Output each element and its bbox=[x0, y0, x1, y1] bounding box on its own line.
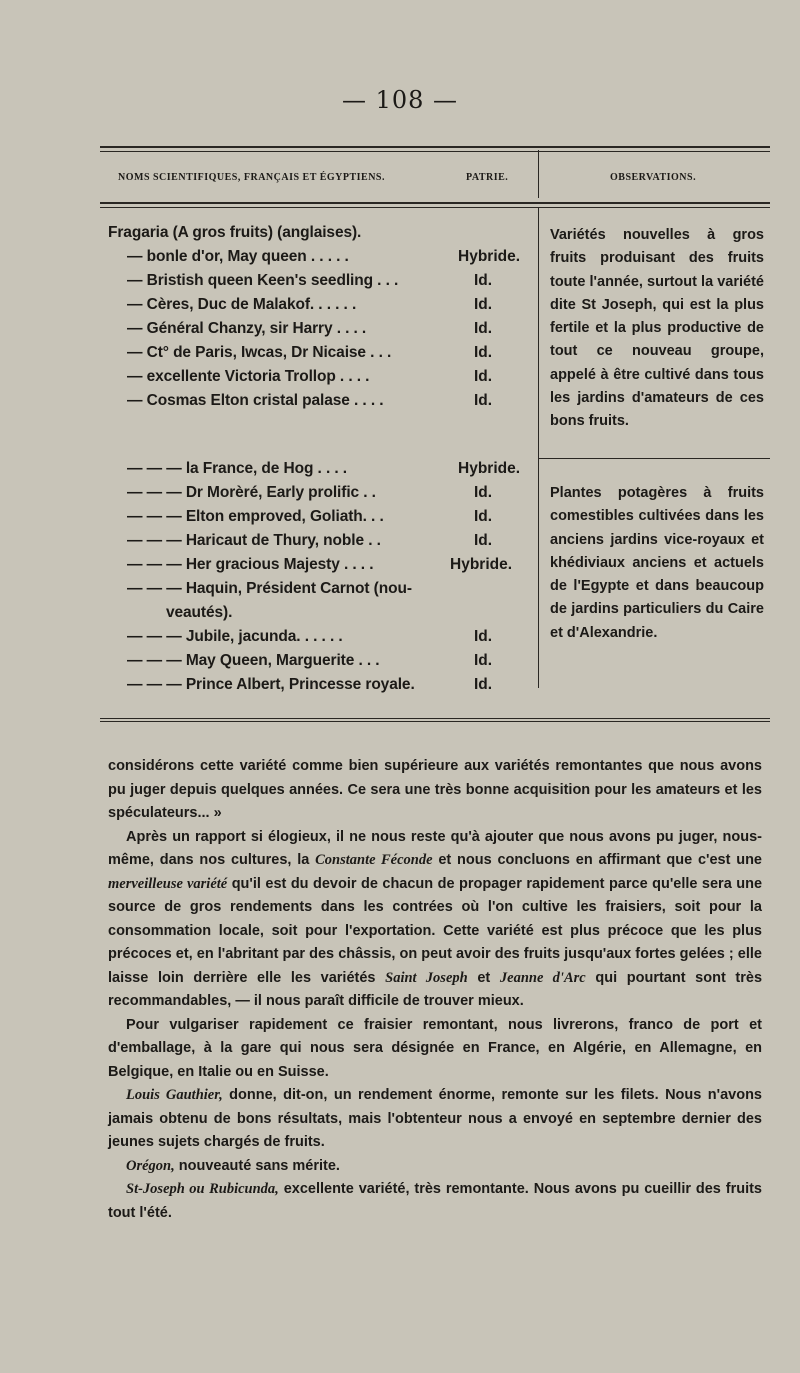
table-row-name: — — — Jubile, jacunda. . . . . . bbox=[127, 628, 343, 645]
table-row-name: — — — la France, de Hog . . . . bbox=[127, 460, 347, 477]
paragraph: considérons cette variété comme bien supérieure aux variétés remontantes que nous avons pu juger depuis quelques années. Ce sera une très bonne acquisition pour les amateurs et les spéculateurs... » bbox=[108, 758, 762, 821]
table-row-origin: Id. bbox=[474, 652, 493, 669]
table-row-name: — — — Her gracious Majesty . . . . bbox=[127, 556, 374, 573]
paragraph: Orégon, nouveauté sans mérite. bbox=[126, 1157, 340, 1174]
table-row-name: — — — Prince Albert, Princesse royale. bbox=[127, 676, 415, 693]
table-row-name: — — — Haricaut de Thury, noble . . bbox=[127, 532, 381, 549]
table-row-name: — Ct° de Paris, Iwcas, Dr Nicaise . . . bbox=[127, 344, 392, 361]
table-row-origin: Id. bbox=[474, 532, 493, 549]
table-row-name: — — — Haquin, Président Carnot (nou- bbox=[127, 580, 412, 597]
table-row-origin: Hybride. bbox=[458, 248, 521, 265]
header-bottom-rule bbox=[100, 202, 770, 204]
column-divider bbox=[538, 150, 539, 198]
header-names: NOMS SCIENTIFIQUES, FRANÇAIS ET ÉGYPTIENS. bbox=[118, 172, 385, 183]
table-row-name: — Bristish queen Keen's seedling . . . bbox=[127, 272, 399, 289]
header-observations: OBSERVATIONS. bbox=[610, 172, 697, 183]
table-row-origin: Hybride. bbox=[450, 556, 513, 573]
observation-cell: Variétés nouvelles à gros fruits produisant des fruits toute l'année, surtout la variété dite St Joseph, qui est la plus fertile et la plus productive de tout ce nouveau groupe, appelé à être cultivé dans tous les jardins d'amateurs de ces bons fruits. bbox=[550, 227, 764, 430]
table-row-name: veautés). bbox=[166, 604, 233, 621]
table-row-origin: Id. bbox=[474, 392, 493, 409]
table-row-name: — Général Chanzy, sir Harry . . . . bbox=[127, 320, 367, 337]
table-bottom-rule-thin bbox=[100, 721, 770, 722]
table-row-origin: Id. bbox=[474, 676, 493, 693]
observation-separator bbox=[538, 458, 770, 459]
table-top-rule bbox=[100, 146, 770, 148]
table-row-origin: Id. bbox=[474, 508, 493, 525]
paragraph: Après un rapport si élogieux, il ne nous reste qu'à ajouter que nous avons pu juger, nous-même, dans nos cultures, la Constante Féconde et nous concluons en affirmant que c'est une merveilleuse variété qu'il est du devoir de chacun de propager rapidement parce qu'elle sera une source de gros rendements dans les contrées où l'on cultive les fraisiers, soit pour la consommation locale, soit pour l'exportation. Cette variété est plus précoce que les plus précoces et, en l'abritant par des châssis, on peut avoir des fruits jusqu'aux fortes gelées ; elle laisse loin derrière elle les variétés Saint Joseph et Jeanne d'Arc qui pourtant sont très recommandables, — il nous paraît difficile de trouver mieux. bbox=[108, 828, 763, 1009]
header-origin: PATRIE. bbox=[466, 172, 509, 183]
paragraph: Pour vulgariser rapidement ce fraisier remontant, nous livrerons, franco de port et d'emballage, à la gare qui nous sera désignée en France, en Algérie, en Allemagne, en Belgique, en Italie ou en Suisse. bbox=[108, 1016, 762, 1080]
table-row-name: — bonle d'or, May queen . . . . . bbox=[127, 248, 349, 265]
table-row-origin: Id. bbox=[474, 628, 493, 645]
table-row-origin: Hybride. bbox=[458, 460, 521, 477]
table-row-origin: Id. bbox=[474, 320, 493, 337]
table-row-name: — Cosmas Elton cristal palase . . . . bbox=[127, 392, 384, 409]
body-text bbox=[108, 755, 762, 1225]
table-row-name: — — — Elton emproved, Goliath. . . bbox=[127, 508, 384, 525]
page-number: — 108 — bbox=[341, 86, 459, 114]
table-row-name: — — — Dr Morèré, Early prolific . . bbox=[127, 484, 376, 501]
header-bottom-rule-thin bbox=[100, 207, 770, 208]
table-row-name: — — — May Queen, Marguerite . . . bbox=[127, 652, 380, 669]
table-row-origin: Id. bbox=[474, 368, 493, 385]
table-row-origin: Id. bbox=[474, 484, 493, 501]
table-row-origin: Id. bbox=[474, 344, 493, 361]
body-column-divider bbox=[538, 208, 539, 688]
paragraph: Louis Gauthier, donne, dit-on, un rendement énorme, remonte sur les filets. Nous n'avons jamais obtenu de bons résultats, mais l'obtenteur nous a envoyé en septembre dernier des jeunes sujets chargés de fruits. bbox=[108, 1087, 762, 1150]
table-row-name: — excellente Victoria Trollop . . . . bbox=[127, 368, 370, 385]
paragraph: St-Joseph ou Rubicunda, excellente variété, très remontante. Nous avons pu cueillir des fruits tout l'été. bbox=[108, 1181, 762, 1221]
table-top-rule-thin bbox=[100, 151, 770, 152]
table-bottom-rule bbox=[100, 718, 770, 719]
table-row-origin: Id. bbox=[474, 272, 493, 289]
observation-cell: Plantes potagères à fruits comestibles cultivées dans les anciens jardins vice-royaux et khédiviaux anciens et actuels de l'Egypte et dans beaucoup de jardins particuliers du Caire et d'Alexandrie. bbox=[550, 485, 764, 641]
table-row-origin: Id. bbox=[474, 296, 493, 313]
table-row-name: — Cères, Duc de Malakof. . . . . . bbox=[127, 296, 357, 313]
table-row-name: Fragaria (A gros fruits) (anglaises). bbox=[108, 224, 362, 241]
